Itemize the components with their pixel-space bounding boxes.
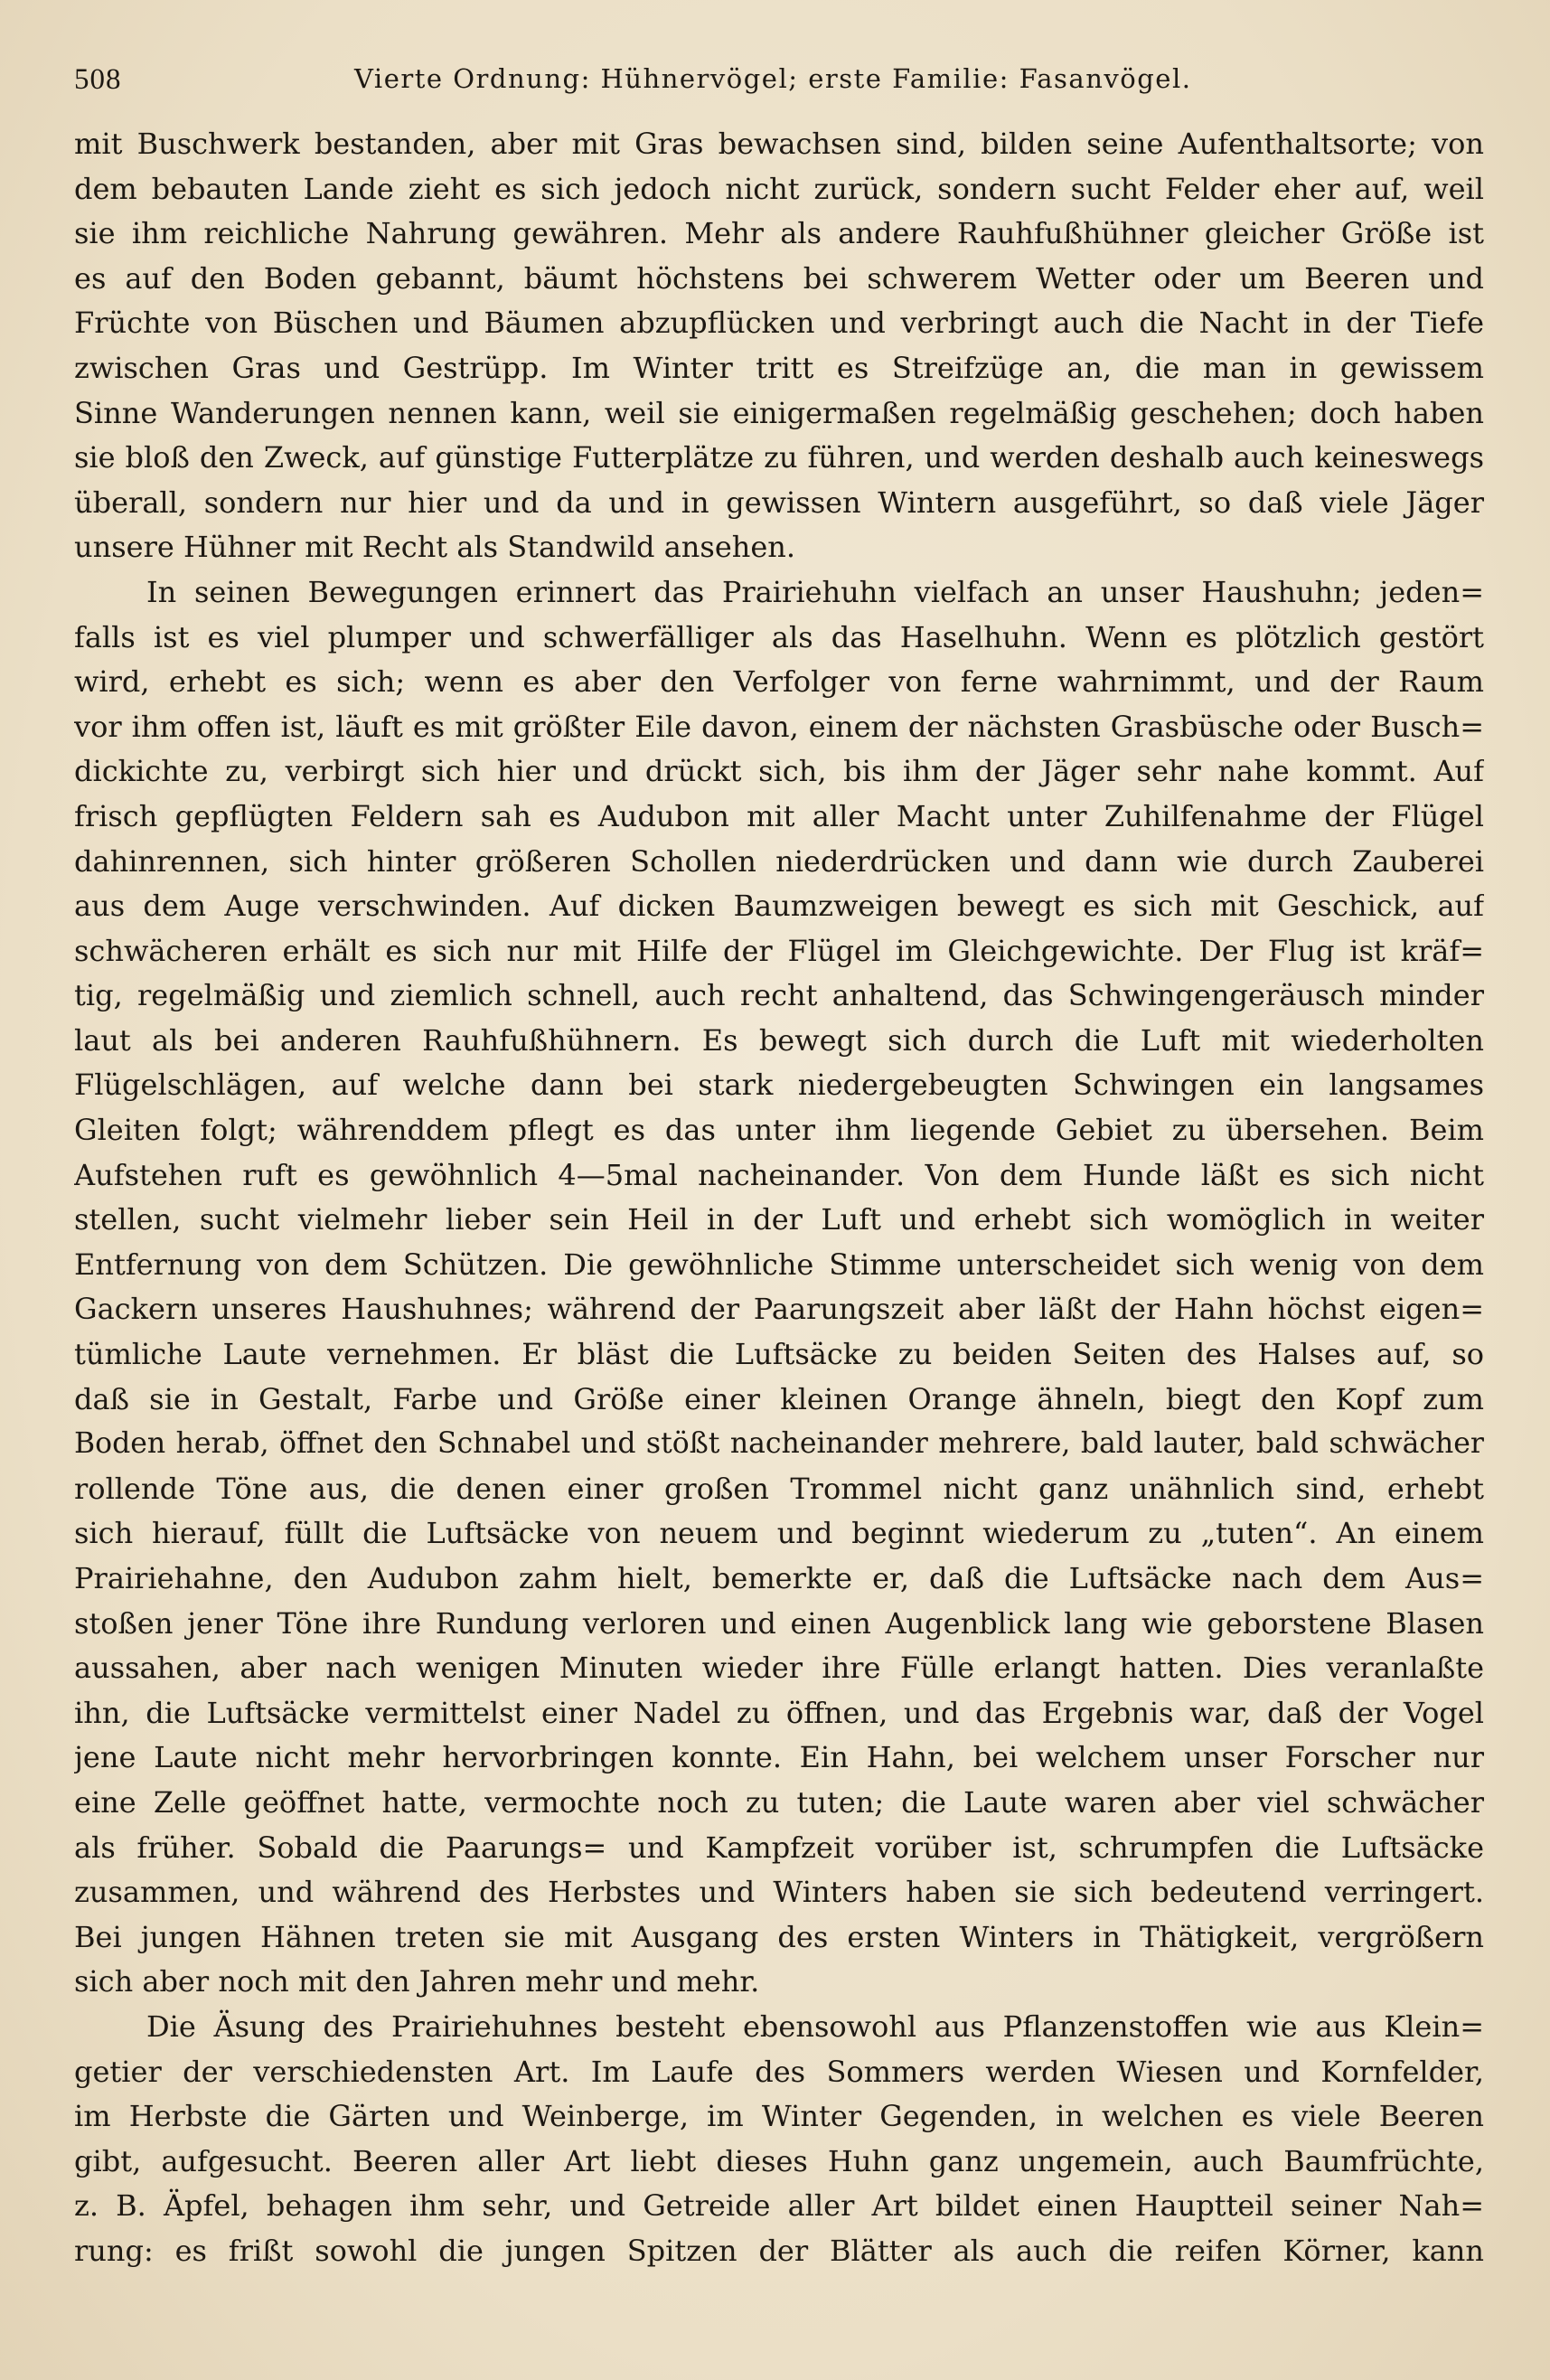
text-line: rung: es frißt sowohl die jungen Spitzen der Blätter als auch die reifen Körner, kann: [74, 2233, 1484, 2268]
text-line: falls ist es viel plumper und schwerfälliger als das Haselhuhn. Wenn es plötzlich gestört: [74, 619, 1484, 654]
page-number: 508: [74, 63, 122, 96]
page-header: [74, 56, 1484, 110]
text-line: tig, regelmäßig und ziemlich schnell, auch recht anhaltend, das Schwingengeräusch minder: [74, 978, 1484, 1013]
text-line: jene Laute nicht mehr hervorbringen konnte. Ein Hahn, bei welchem unser Forscher nur: [74, 1740, 1484, 1775]
text-line: ihn, die Luftsäcke vermittelst einer Nadel zu öffnen, und das Ergebnis war, daß der Vogel: [74, 1695, 1484, 1730]
text-line: Bei jungen Hähnen treten sie mit Ausgang des ersten Winters in Thätigkeit, vergrößern: [74, 1919, 1484, 1954]
paragraph: [74, 2005, 1484, 2274]
text-line: Prairiehahne, den Audubon zahm hielt, bemerkte er, daß die Luftsäcke nach dem Aus=: [74, 1561, 1484, 1595]
text-line: frisch gepflügten Feldern sah es Audubon mit aller Macht unter Zuhilfenahme der Flügel: [74, 798, 1484, 833]
text-line: überall, sondern nur hier und da und in gewissen Wintern ausgeführt, so daß viele Jäger: [74, 484, 1484, 520]
text-line: stoßen jener Töne ihre Rundung verloren und einen Augenblick lang wie geborstene Blasen: [74, 1605, 1484, 1641]
text-line: gibt, aufgesucht. Beeren aller Art liebt dieses Huhn ganz ungemein, auch Baumfrüchte,: [74, 2143, 1484, 2178]
paragraph: [74, 570, 1484, 2005]
text-line: sie ihm reichliche Nahrung gewähren. Mehr als andere Rauhfußhühner gleicher Größe ist: [74, 216, 1484, 251]
text-line: rollende Töne aus, die denen einer großen Trommel nicht ganz unähnlich sind, erhebt: [74, 1471, 1484, 1506]
text-line: zwischen Gras und Gestrüpp. Im Winter tritt es Streifzüge an, die man in gewissem: [74, 350, 1484, 385]
text-line: dem bebauten Lande zieht es sich jedoch nicht zurück, sondern sucht Felder eher auf, weil: [74, 171, 1484, 206]
text-line: wird, erhebt es sich; wenn es aber den Verfolger von ferne wahrnimmt, und der Raum: [74, 664, 1484, 700]
text-line: laut als bei anderen Rauhfußhühnern. Es bewegt sich durch die Luft mit wiederholten: [74, 1022, 1484, 1058]
text-line: zusammen, und während des Herbstes und Winters haben sie sich bedeutend verringert.: [74, 1875, 1484, 1910]
text-line: Gackern unseres Haushuhnes; während der Paarungszeit aber läßt der Hahn höchst eigen=: [74, 1292, 1484, 1327]
text-line: im Herbste die Gärten und Weinberge, im Winter Gegenden, in welchen es viele Beeren: [74, 2099, 1484, 2134]
text-line: Entfernung von dem Schützen. Die gewöhnliche Stimme unterscheidet sich wenig von dem: [74, 1246, 1484, 1282]
text-line: schwächeren erhält es sich nur mit Hilfe der Flügel im Gleichgewichte. Der Flug ist kräf=: [74, 933, 1484, 968]
text-line: sich hierauf, füllt die Luftsäcke von neuem und beginnt wiederum zu „tuten“. An einem: [74, 1516, 1484, 1551]
text-line: z. B. Äpfel, behagen ihm sehr, und Getreide aller Art bildet einen Hauptteil seiner Nah=: [74, 2188, 1484, 2224]
text-line: getier der verschiedensten Art. Im Laufe des Sommers werden Wiesen und Kornfelder,: [74, 2054, 1484, 2089]
running-head: Vierte Ordnung: Hühnervögel; erste Familie: Fasanvögel.: [354, 63, 1192, 94]
text-line: Früchte von Büschen und Bäumen abzupflücken und verbringt auch die Nacht in der Tiefe: [74, 306, 1484, 341]
text-line: unsere Hühner mit Recht als Standwild ansehen.: [74, 530, 796, 565]
text-line: Aufstehen ruft es gewöhnlich 4—5mal nacheinander. Von dem Hunde läßt es sich nicht: [74, 1157, 1484, 1192]
text-line: Die Äsung des Prairiehuhnes besteht ebensowohl aus Pflanzenstoffen wie aus Klein=: [146, 2008, 1484, 2044]
text-line: Gleiten folgt; währenddem pflegt es das unter ihm liegende Gebiet zu übersehen. Beim: [74, 1113, 1484, 1148]
text-line: stellen, sucht vielmehr lieber sein Heil in der Luft und erhebt sich womöglich in weiter: [74, 1202, 1484, 1237]
text-line: sie bloß den Zweck, auf günstige Futterplätze zu führen, und werden deshalb auch keineswegs: [74, 440, 1484, 475]
body-text: [74, 122, 1484, 2274]
text-line: aus dem Auge verschwinden. Auf dicken Baumzweigen bewegt es sich mit Geschick, auf: [74, 889, 1484, 924]
text-line: In seinen Bewegungen erinnert das Prairiehuhn vielfach an unser Haushuhn; jeden=: [146, 574, 1484, 609]
text-line: aussahen, aber nach wenigen Minuten wieder ihre Fülle erlangt hatten. Dies veranlaßte: [74, 1651, 1484, 1686]
text-line: tümliche Laute vernehmen. Er bläst die Luftsäcke zu beiden Seiten des Halses auf, so: [74, 1337, 1484, 1372]
text-line: sich aber noch mit den Jahren mehr und mehr.: [74, 1964, 760, 1999]
text-line: dickichte zu, verbirgt sich hier und drückt sich, bis ihm der Jäger sehr nahe kommt. Auf: [74, 754, 1484, 789]
text-line: mit Buschwerk bestanden, aber mit Gras bewachsen sind, bilden seine Aufenthaltsorte; von: [74, 127, 1484, 161]
text-line: daß sie in Gestalt, Farbe und Größe einer kleinen Orange ähneln, biegt den Kopf zum: [74, 1381, 1484, 1416]
text-line: als früher. Sobald die Paarungs= und Kampfzeit vorüber ist, schrumpfen die Luftsäcke: [74, 1830, 1484, 1865]
text-line: Sinne Wanderungen nennen kann, weil sie einigermaßen regelmäßig geschehen; doch haben: [74, 395, 1484, 430]
text-line: vor ihm offen ist, läuft es mit größter Eile davon, einem der nächsten Grasbüsche oder Busch=: [74, 709, 1484, 744]
text-line: eine Zelle geöffnet hatte, vermochte noch zu tuten; die Laute waren aber viel schwächer: [74, 1784, 1484, 1820]
text-line: Flügelschlägen, auf welche dann bei stark niedergebeugten Schwingen ein langsames: [74, 1068, 1484, 1103]
text-line: Boden herab, öffnet den Schnabel und stößt nacheinander mehrere, bald lauter, bald schwächer: [74, 1427, 1484, 1461]
text-line: es auf den Boden gebannt, bäumt höchstens bei schwerem Wetter oder um Beeren und: [74, 260, 1484, 296]
paragraph: [74, 122, 1484, 570]
text-line: dahinrennen, sich hinter größeren Schollen niederdrücken und dann wie durch Zauberei: [74, 843, 1484, 879]
